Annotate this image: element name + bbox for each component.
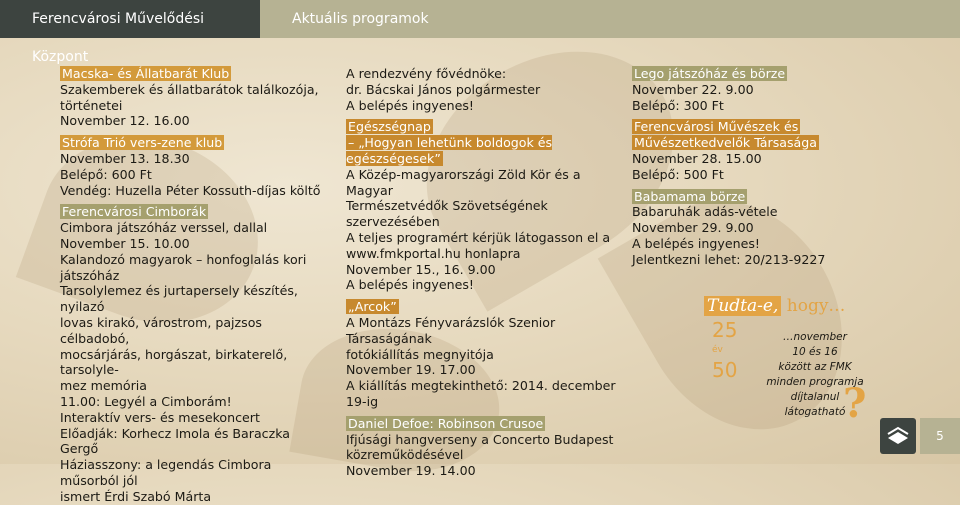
header-bar — [0, 0, 960, 65]
program-line: A kiállítás megtekinthető: 2014. december 19-ig — [346, 378, 616, 409]
program-line: Ifjúsági hangverseny a Concerto Budapest — [346, 431, 614, 447]
program-title: Babamama börze — [634, 188, 746, 204]
did-you-know-line: látogatható — [784, 406, 846, 418]
program-title: Művészetkedvelők Társasága — [634, 135, 817, 151]
program-line: történetei — [60, 97, 123, 113]
site-title[interactable]: Ferencvárosi Művelődési Központ — [0, 0, 260, 38]
program-line: Babaruhák adás-vétele — [632, 204, 778, 220]
program-contact: Jelentkezni lehet: 20/213-9227 — [632, 251, 826, 267]
program-line: 11.00: Legyél a Cimborám! — [60, 393, 232, 409]
program-line: Előadják: Korhecz Imola és Baraczka Gergő — [60, 425, 290, 457]
did-you-know-rest: hogy… — [781, 296, 846, 316]
book-icon[interactable] — [880, 418, 916, 454]
anniversary-bottom: 50 — [712, 358, 738, 382]
did-you-know-line: díjtalanul — [790, 391, 840, 403]
program-title: Macska- és Állatbarát Klub — [62, 66, 230, 81]
did-you-know-line: 10 és 16 — [792, 346, 838, 358]
program-line: A Közép-magyarországi Zöld Kör és a Magyar — [346, 166, 581, 198]
book-icon-graphic — [886, 426, 910, 446]
anniversary-top: 25 — [712, 318, 738, 342]
program-line: A belépés ingyenes! — [632, 235, 760, 251]
program-date: November 29. 9.00 — [632, 220, 754, 236]
program-title: Strófa Trió vers-zene klub — [62, 135, 223, 151]
did-you-know-highlight: Tudta-e, — [704, 296, 781, 316]
program-line: Vendég: Huzella Péter Kossuth-díjas költő — [60, 182, 321, 198]
program-line: Háziasszony: a legendás Cimbora műsorból jól — [60, 457, 272, 488]
program-line: lovas kirakó, várostrom, pajzsos célbadobó, — [60, 314, 262, 346]
program-date: November 15., 16. 9.00 — [346, 261, 496, 277]
program-line: Interaktív vers- és mesekoncert — [60, 409, 260, 425]
program-line: mez memória — [60, 378, 148, 394]
program-line: Szakemberek és állatbarátok találkozója, — [60, 81, 319, 97]
program-title: Ferencvárosi Művészek és — [634, 119, 799, 135]
program-line: közreműködésével — [346, 447, 464, 463]
question-mark: ? — [843, 380, 867, 427]
program-date: November 22. 9.00 — [632, 81, 754, 97]
program-line: A rendezvény fővédnöke: — [346, 66, 507, 81]
program-date: November 19. 14.00 — [346, 463, 476, 479]
program-column-1 — [60, 66, 330, 505]
program-price: Belépő: 600 Ft — [60, 166, 152, 182]
program-title: „Arcok” — [348, 299, 397, 315]
program-column-2 — [346, 66, 626, 479]
did-you-know-box — [704, 296, 864, 436]
program-line: Természetvédők Szövetségének szervezésében — [346, 198, 548, 230]
program-line: A belépés ingyenes! — [346, 97, 474, 113]
program-price: Belépő: 300 Ft — [632, 97, 724, 113]
program-link[interactable]: www.fmkportal.hu honlapra — [346, 245, 521, 261]
section-title[interactable]: Aktuális programok — [260, 0, 960, 38]
did-you-know-heading — [704, 296, 845, 316]
program-date: November 28. 15.00 — [632, 150, 762, 166]
program-title: Daniel Defoe: Robinson Crusoe — [348, 415, 544, 431]
program-line: Tarsolylemez és jurtapersely készítés, nyilazó — [60, 283, 298, 315]
anniversary-ev: év — [712, 345, 723, 355]
program-column-3 — [632, 66, 832, 268]
program-line: dr. Bácskai János polgármester — [346, 81, 541, 97]
program-line: ismert Érdi Szabó Márta — [60, 488, 212, 504]
did-you-know-line: között az FMK — [778, 361, 852, 373]
program-line: fotókiállítás megnyitója — [346, 346, 494, 362]
program-date: November 15. 10.00 — [60, 235, 190, 251]
program-title: Egészségnap — [348, 119, 431, 135]
program-date: November 19. 17.00 — [346, 362, 476, 378]
program-line: A teljes programért kérjük látogasson el a — [346, 229, 611, 245]
program-title: Lego játszóház és börze — [634, 66, 786, 81]
program-line: Kalandozó magyarok – honfoglalás kori játszóház — [60, 251, 307, 283]
program-subtitle: – „Hogyan lehetünk boldogok és egészségesek” — [346, 135, 553, 166]
did-you-know-line: …november — [783, 331, 847, 343]
program-title: Ferencvárosi Cimborák — [62, 204, 207, 220]
did-you-know-line: minden programja — [766, 376, 864, 388]
program-date: November 13. 18.30 — [60, 150, 190, 166]
program-price: Belépő: 500 Ft — [632, 166, 724, 182]
program-line: Cimbora játszóház verssel, dallal — [60, 220, 268, 236]
page-number: 5 — [920, 418, 960, 454]
program-line: mocsárjárás, horgászat, birkaterelő, tarsolyle- — [60, 346, 288, 378]
program-date: November 12. 16.00 — [60, 113, 190, 129]
program-line: A belépés ingyenes! — [346, 277, 474, 293]
program-line: A Montázs Fényvarázslók Szenior Társaságának — [346, 314, 556, 346]
anniversary-badge — [712, 320, 737, 380]
